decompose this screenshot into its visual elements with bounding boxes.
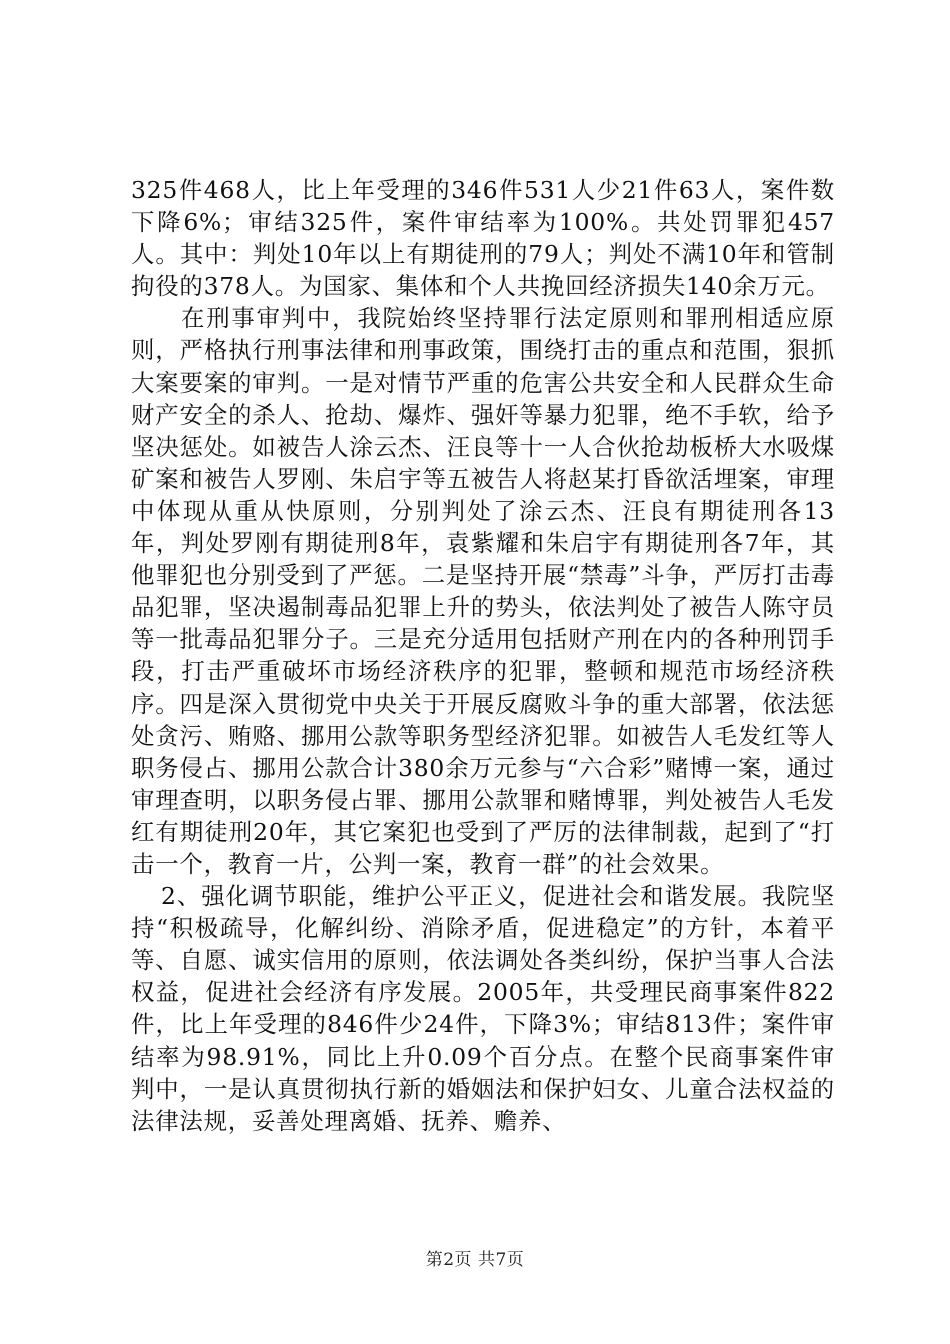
paragraph-criminal-trial: 在刑事审判中，我院始终坚持罪行法定原则和罪刑相适应原则，严格执行刑事法律和刑事政策，围绕打击的重点和范围，狠抓大案要案的审判。一是对情节严重的危害公共安全和人民群众生命财产安全的杀人、抢劫、爆炸、强奸等暴力犯罪，绝不手软，给予坚决惩处。如被告人涂云杰、汪良等十一人合伙抢劫板桥大水吸煤矿案和被告人罗刚、朱启宇等五被告人将赵某打昏欲活埋案，审理中体现从重从快原则，分别判处了涂云杰、汪良有期徒刑各13年，判处罗刚有期徒刑8年，袁紫耀和朱启宇有期徒刑各7年，其他罪犯也分别受到了严惩。二是坚持开展“禁毒”斗争，严厉打击毒品犯罪，坚决遏制毒品犯罪上升的势头，依法判处了被告人陈守员等一批毒品犯罪分子。三是充分适用包括财产刑在内的各种刑罚手段，打击严重破坏市场经济秩序的犯罪，整顿和规范市场经济秩序。四是深入贯彻党中央关于开展反腐败斗争的重大部署，依法惩处贪污、贿赂、挪用公款等职务型经济犯罪。如被告人毛发红等人职务侵占、挪用公款合计380余万元参与“六合彩”赌博一案，通过审理查明，以职务侵占罪、挪用公款罪和赌博罪，判处被告人毛发红有期徒刑20年，其它案犯也受到了严厉的法律制裁，起到了“打击一个，教育一片，公判一案，教育一群”的社会效果。: [131, 304, 835, 878]
document-body: [131, 174, 835, 1137]
paragraph-case-statistics: 325件468人，比上年受理的346件531人少21件63人，案件数下降6%；审结325件，案件审结率为100%。共处罚罪犯457人。其中：判处10年以上有期徒刑的79人；判处不满10年和管制拘役的378人。为国家、集体和个人共挽回经济损失140余万元。: [131, 176, 835, 301]
paragraph-civil-mediation: 2、强化调节职能，维护公平正义，促进社会和谐发展。我院坚持“积极疏导，化解纠纷、消除矛盾，促进稳定”的方针，本着平等、自愿、诚实信用的原则，依法调处各类纠纷，保护当事人合法权益，促进社会经济有序发展。2005年，共受理民商事案件822件，比上年受理的846件少24件，下降3%；审结813件；案件审结率为98.91%，同比上升0.09个百分点。在整个民商事案件审判中，一是认真贯彻执行新的婚姻法和保护妇女、儿童合法权益的法律法规，妥善处理离婚、抚养、赡养、: [131, 882, 835, 1135]
page-number-footer: 第2页 共7页: [425, 1250, 525, 1270]
